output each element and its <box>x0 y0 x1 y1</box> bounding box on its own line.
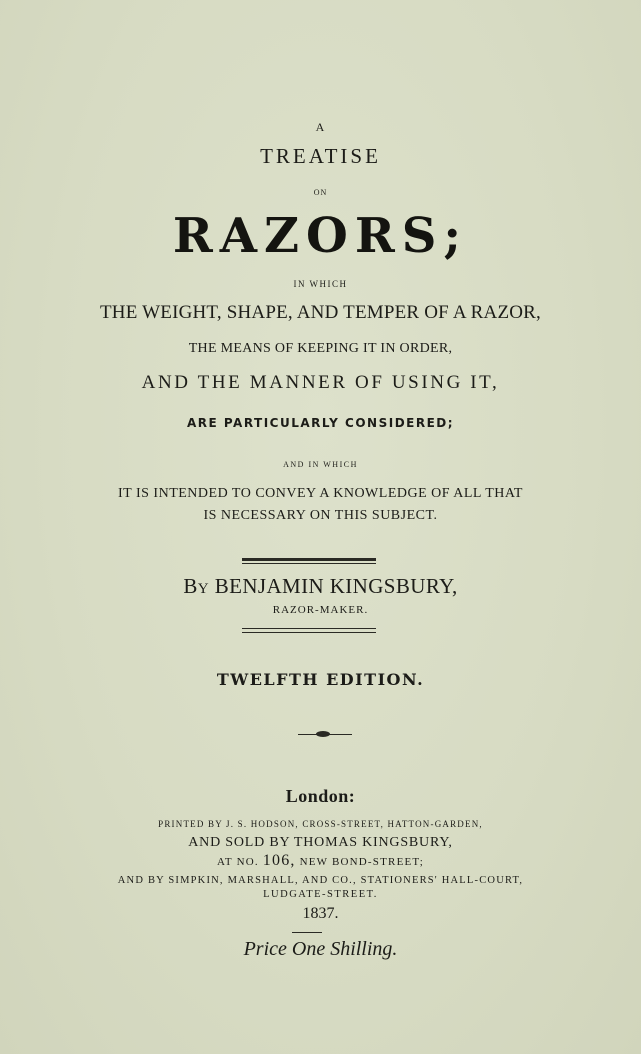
divider-rule-middle <box>242 628 376 629</box>
imprint-address-prefix: AT NO. <box>217 856 259 868</box>
subtitle-line-manner: AND THE MANNER OF USING IT, <box>141 372 500 393</box>
title-on: ON <box>313 188 328 197</box>
ornament-icon <box>316 731 330 737</box>
subtitle-line-weight: THE WEIGHT, SHAPE, AND TEMPER OF A RAZOR, <box>99 302 541 323</box>
divider-rule-top-thin <box>242 563 376 564</box>
imprint-simpkin: AND BY SIMPKIN, MARSHALL, AND CO., STATIONERS' HALL-COURT, <box>117 875 524 886</box>
author-trade: RAZOR-MAKER. <box>272 604 369 616</box>
imprint-sold-by: AND SOLD BY THOMAS KINGSBURY, <box>188 835 453 850</box>
imprint-ludgate: LUDGATE-STREET. <box>263 889 378 900</box>
divider-rule-bottom <box>292 932 322 933</box>
imprint-year: 1837. <box>302 905 339 922</box>
subtitle-line-particular: ARE PARTICULARLY CONSIDERED; <box>186 416 455 430</box>
divider-rule-middle-second <box>242 632 376 633</box>
imprint-address-street: NEW BOND-STREET; <box>299 856 424 868</box>
main-title-razors: RAZORS; <box>172 208 469 264</box>
imprint-address-number: 106, <box>262 852 296 869</box>
subtitle-and-in-which: AND IN WHICH <box>283 460 358 469</box>
subtitle-in-which: IN WHICH <box>293 279 348 289</box>
article-a: A <box>315 120 326 134</box>
imprint-printed-by: PRINTED BY J. S. HODSON, CROSS-STREET, HATTON-GARDEN, <box>158 819 483 829</box>
subtitle-line-convey-1: IT IS INTENDED TO CONVEY A KNOWLEDGE OF ALL THAT <box>118 486 523 501</box>
price: Price One Shilling. <box>243 938 398 960</box>
edition: TWELFTH EDITION. <box>216 670 425 689</box>
imprint-address <box>0 852 641 870</box>
imprint-city: London: <box>285 786 356 806</box>
subtitle-line-means: THE MEANS OF KEEPING IT IN ORDER, <box>188 341 453 356</box>
author-name: BENJAMIN KINGSBURY, <box>214 574 458 598</box>
author-line <box>0 574 641 599</box>
title-treatise: TREATISE <box>260 144 381 168</box>
subtitle-line-convey-2: IS NECESSARY ON THIS SUBJECT. <box>203 508 438 523</box>
author-by: By <box>183 574 210 598</box>
divider-rule-top <box>242 558 376 561</box>
